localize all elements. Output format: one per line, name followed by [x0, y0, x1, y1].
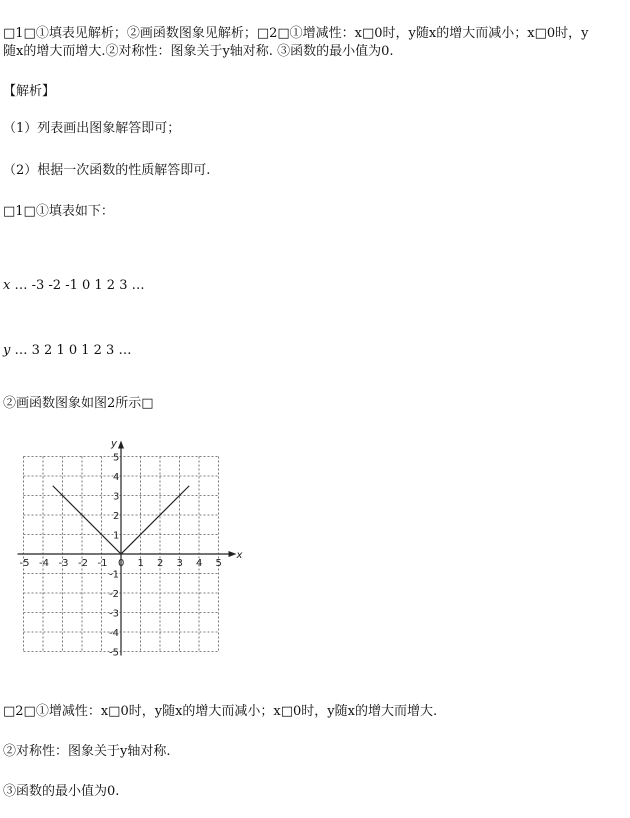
x-tick-label: 5	[215, 558, 222, 569]
x-tick-label: 0	[118, 558, 125, 569]
answer-line-2: 随x的增大而增大.②对称性：图象关于y轴对称. ③函数的最小值为0.	[3, 44, 394, 59]
function-graph	[10, 436, 250, 676]
x-tick-label: -1	[97, 558, 108, 569]
y-row-label: y	[3, 343, 11, 358]
y-tick-label: -3	[109, 608, 119, 620]
analysis-step-1: （1）列表画出图象解答即可；	[3, 121, 181, 136]
y-tick-label: 5	[113, 452, 120, 464]
graph-caption: ②画函数图象如图2所示□	[3, 396, 154, 411]
y-tick-label: 1	[113, 530, 120, 542]
part2-minimum: ③函数的最小值为0.	[3, 784, 120, 799]
y-row-values: … 3 2 1 0 1 2 3 …	[14, 343, 132, 358]
y-tick-label: -2	[109, 589, 119, 600]
y-tick-label: 4	[113, 472, 120, 483]
x-axis-arrow	[229, 551, 237, 557]
x-tick-label: -2	[78, 558, 88, 569]
part2-monotonicity: □2□①增减性：x□0时，y随x的增大而减小；x□0时，y随x的增大而增大.	[3, 704, 438, 719]
y-tick-label: -4	[109, 628, 119, 639]
part2-symmetry: ②对称性：图象关于y轴对称.	[3, 744, 171, 759]
x-tick-label: -5	[19, 558, 30, 569]
fill-table-heading: □1□①填表如下：	[3, 204, 114, 219]
answer-line-1: □1□①填表见解析；②画函数图象见解析；□2□①增减性：x□0时，y随x的增大而减小；x□0时，y	[3, 26, 589, 41]
y-tick-label: 3	[113, 491, 120, 503]
y-tick-label: 2	[113, 511, 120, 522]
x-tick-label: 3	[176, 558, 183, 569]
y-tick-label: -5	[109, 647, 119, 659]
analysis-heading: 【解析】	[3, 84, 56, 99]
x-tick-label: -4	[39, 558, 49, 569]
x-tick-label: -3	[58, 558, 69, 569]
x-row	[3, 278, 145, 293]
x-row-values: … -3 -2 -1 0 1 2 3 …	[14, 278, 145, 293]
y-row	[3, 343, 131, 358]
x-tick-label: 2	[157, 558, 164, 569]
y-tick-label: -1	[109, 569, 119, 581]
x-tick-label: 4	[196, 558, 203, 569]
analysis-step-2: （2）根据一次函数的性质解答即可.	[3, 163, 211, 178]
y-axis-label: y	[111, 438, 117, 450]
x-row-label: x	[3, 278, 11, 293]
x-axis-label: x	[236, 550, 243, 561]
x-tick-label: 1	[137, 558, 144, 569]
y-axis-arrow	[118, 441, 124, 449]
